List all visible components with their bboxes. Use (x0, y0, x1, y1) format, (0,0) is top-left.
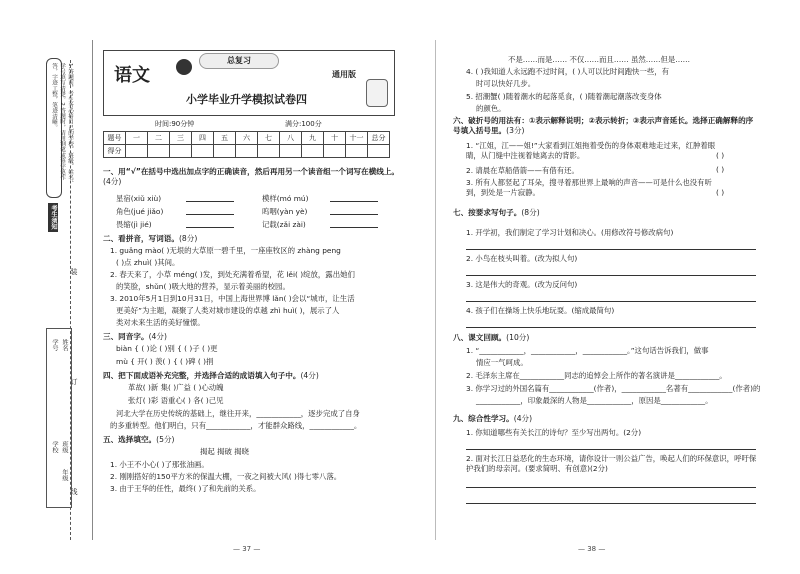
s1-item: 呜咽(yàn yè) (262, 207, 308, 216)
answer-blank[interactable] (330, 206, 378, 215)
score-header-cell: 八 (280, 132, 302, 145)
s2-line: 1. guǎng mào( )无垠的大草原一碧千里，一座座牧区的 zhàng peng (110, 246, 341, 255)
answer-line[interactable] (466, 441, 756, 450)
field-class: 班级 (61, 441, 68, 454)
score-header-cell: 九 (302, 132, 324, 145)
s2-line: ( )点 zhuì( )其间。 (116, 258, 180, 267)
s8-line: 2. 毛泽东主席在____________同志的追悼会上所作的著名演讲是____________。 (466, 371, 727, 380)
s4-line: 革故( )新 集( )广益 ( )心动魄 (128, 383, 224, 392)
answer-paren[interactable]: ( ) (716, 188, 725, 197)
s7-line: 3. 这是伟大的奇观。(改为反问句) (466, 280, 578, 289)
score-header-cell: 四 (192, 132, 214, 145)
section-3-heading: 三、同音字。 (103, 332, 149, 341)
score-cell[interactable] (324, 145, 346, 158)
exam-title: 小学毕业升学模拟试卷四 (186, 93, 307, 106)
s3-line: mù { 开( ) 羡( ) { ( )碑 ( )捐 (116, 357, 214, 366)
section-1-points: (4分) (103, 177, 122, 186)
s5-line: 3. 由于王华的任性，最终( )了和先前的关系。 (110, 484, 261, 493)
notice-label: 考生须知 (50, 205, 57, 230)
cut-mark: 装 (70, 268, 78, 275)
score-table-row (104, 145, 390, 158)
section-4-points: (4分) (300, 371, 319, 380)
answer-paren[interactable]: ( ) (716, 165, 725, 174)
section-9-points: (4分) (513, 414, 533, 423)
page-divider (435, 40, 436, 540)
section-8-points: (10分) (506, 333, 530, 342)
score-table-header (104, 132, 390, 145)
s1-item: 角色(jué jiǎo) (116, 207, 164, 216)
cut-line (70, 60, 71, 540)
section-3-title (103, 331, 167, 342)
s4-line: 河北大学在历史传统的基础上，继往开来，____________，逐步完成了自身 (116, 409, 360, 418)
section-2-points: (8分) (178, 234, 198, 243)
section-6-points: (3分) (506, 126, 525, 135)
cut-mark: 订 (70, 378, 78, 385)
s2-line: 的笑脸，shǔn( )吸大地的营养，显示着美丽的校园。 (116, 282, 290, 291)
field-number: 学号 (51, 339, 58, 352)
edition-label: 通用版 (332, 70, 356, 79)
s5-cont-line: 4. ( )我知道人永远跑不过时间，( )人可以比时间跑快一些，有 (466, 67, 670, 76)
score-header-cell: 七 (258, 132, 280, 145)
s7-line: 2. 小鸟在枝头叫着。(改为拟人句) (466, 254, 578, 263)
score-cell[interactable] (302, 145, 324, 158)
s5-line: 2. 刚刚搭好的150平方米的保温大棚，一夜之间被大风( )得七零八落。 (110, 472, 342, 481)
score-header-cell: 二 (148, 132, 170, 145)
section-9-heading: 九、综合性学习。 (453, 414, 514, 423)
section-3-points: (4分) (148, 332, 167, 341)
s5-cont-line: 5. 招潮蟹( )随着潮水的起落觅食，( )随着潮起潮落改变身体 (466, 92, 662, 101)
s6-line: 2. 请晨在草船借箭——有借有还。 (466, 166, 579, 175)
section-4-title (103, 370, 319, 381)
page-number-right: — 38 — (578, 545, 606, 553)
section-6-heading: 六、破折号的用法有：①表示解释说明；②表示转折；③表示声音延长。选择正确解释的序号填入括号里。 (453, 116, 754, 135)
s9-line: 2. 面对长江日益恶化的生态环境，请你设计一则公益广告，唤起人们的环保意识，呼吁保护我们的母亲河。(要求简明、有创意)(2分) (466, 454, 757, 473)
score-cell[interactable] (148, 145, 170, 158)
notice-box (46, 58, 73, 198)
score-header-cell: 一 (126, 132, 148, 145)
answer-blank[interactable] (186, 219, 234, 228)
section-7-points: (8分) (521, 208, 540, 217)
score-header-cell: 题号 (104, 132, 126, 145)
answer-blank[interactable] (330, 219, 378, 228)
score-header-cell: 六 (236, 132, 258, 145)
score-cell[interactable] (280, 145, 302, 158)
answer-line[interactable] (466, 319, 756, 328)
answer-line[interactable] (466, 479, 756, 488)
section-8-heading: 八、课文回顾。 (453, 333, 507, 342)
answer-line[interactable] (466, 293, 756, 302)
section-8-title (453, 332, 529, 343)
score-cell[interactable] (346, 145, 368, 158)
s1-item: 星宿(xiǔ xiù) (116, 194, 162, 203)
page-number-left: — 37 — (233, 545, 261, 553)
section-1-heading: 一、用“√”在括号中选出加点字的正确读音，然后再用另一个读音组一个词写在横线上。 (103, 167, 400, 176)
s6-line: 1. “江姐，江——姐!”大家看到江姐拖着受伤的身体艰难地走过来，红肿着眼睛，从门缝中注视着她离去的背影。 (466, 141, 716, 160)
s1-item: 模样(mó mú) (262, 194, 309, 203)
s6-line: 3. 所有人都竖起了耳朵，搜寻着那世界上最响的声音——可是什么也没有听到，到处是一片寂静。 (466, 178, 712, 197)
score-header-cell: 十 (324, 132, 346, 145)
s3-line: biàn { ( )论 ( )别 { ( )子 ( )更 (116, 344, 218, 353)
answer-blank[interactable] (186, 206, 234, 215)
answer-line[interactable] (466, 495, 756, 504)
score-cell[interactable] (126, 145, 148, 158)
section-1-title (103, 167, 403, 187)
score-header-cell: 五 (214, 132, 236, 145)
section-2-title (103, 233, 197, 244)
s4-line: 的多重转型。他们明白，只有____________，才能群众路线，____________。 (110, 421, 362, 430)
score-header-cell: 三 (170, 132, 192, 145)
answer-line[interactable] (466, 241, 756, 250)
s8-line: 3. 你学习过的外国名篇有____________(作者)，____________名著有____________(作者)的 (466, 384, 761, 393)
s5-cont-line: 时可以快好几步。 (476, 79, 536, 88)
score-cell[interactable] (214, 145, 236, 158)
s4-line: 张灯( )彩 语重心( ) 各( )己见 (128, 396, 224, 405)
s5-cont-line: 的颜色。 (476, 104, 506, 113)
binding-strip (40, 28, 88, 558)
s1-item: 记载(zǎi zài) (262, 220, 306, 229)
s2-line: 更美好”为主题，凝聚了人类对城市建设的卓越 zhì huì( )，展示了人 (116, 306, 340, 315)
s9-line: 1. 你知道哪些有关长江的诗句？至少写出两句。(2分) (466, 428, 642, 437)
score-row-label: 得分 (104, 145, 126, 158)
s7-line: 4. 孩子们在操场上快乐地玩耍。(缩成最简句) (466, 306, 615, 315)
answer-blank[interactable] (330, 193, 378, 202)
binding-note: 1.答题前，考生务必将自己的学校、班级、姓名、学号填写清楚。2.答题时，请用钢笔或签字笔作答，字迹工整，笔迹清晰。 (51, 63, 73, 186)
score-cell[interactable] (236, 145, 258, 158)
title-box (103, 50, 395, 116)
s2-line: 类对未来生活的美好憧憬。 (116, 318, 205, 327)
section-2-heading: 二、看拼音，写词语。 (103, 234, 179, 243)
student-info-box (46, 328, 72, 508)
section-4-heading: 四、把下面成语补充完整，并选择合适的成语填入句子中。 (103, 371, 301, 380)
section-7-title (453, 207, 540, 218)
s8-line: 情应一气呵成。 (476, 358, 528, 367)
s8-line: 1. “____________，____________，____________。”这句话告诉我们，做事 (466, 346, 709, 355)
section-9-title (453, 413, 532, 424)
score-header-cell: 十一 (346, 132, 368, 145)
field-school: 学校 (51, 441, 58, 454)
s5-options: 揭起 揭破 揭晓 (200, 447, 250, 456)
score-table (103, 131, 390, 158)
margin-line (92, 40, 93, 540)
section-7-heading: 七、按要求写句子。 (453, 208, 522, 217)
subject-title: 语文 (114, 65, 150, 86)
review-banner: 总复习 (199, 53, 279, 69)
field-name: 姓名 (61, 339, 68, 352)
score-cell[interactable] (192, 145, 214, 158)
s2-line: 2. 春天来了，小草 méng( )发，到处充满着希望，花 lěi( )绽放，露出她们 (110, 270, 355, 279)
section-5-heading: 五、选择填空。 (103, 435, 157, 444)
answer-paren[interactable]: ( ) (716, 151, 725, 160)
character-icon (366, 79, 388, 107)
cut-mark: 线 (70, 488, 78, 495)
section-5-title (103, 434, 175, 445)
bee-icon (176, 59, 192, 75)
field-grade: 年级 (61, 469, 68, 482)
s7-line: 1. 开学初，我们制定了学习计划和决心。(用修改符号修改病句) (466, 228, 674, 237)
s1-item: 畏缩(jì jié) (116, 220, 152, 229)
s5-line: 1. 小王不小心( )了那张油画。 (110, 460, 209, 469)
score-header-cell: 总分 (368, 132, 390, 145)
connector-options: 不是……而是…… 不仅……而且…… 虽然……但是…… (508, 55, 691, 64)
score-cell[interactable] (368, 145, 390, 158)
section-6-title (453, 116, 758, 136)
s8-line: ____________，印象最深的人物是____________，原因是____________。 (476, 396, 713, 405)
score-cell[interactable] (258, 145, 280, 158)
answer-line[interactable] (466, 267, 756, 276)
s2-line: 3. 2010年5月1日到10月31日，中国上海世界博 lǎn( )会以“城市，让生活 (110, 294, 355, 303)
answer-blank[interactable] (186, 193, 234, 202)
section-5-points: (5分) (156, 435, 175, 444)
score-cell[interactable] (170, 145, 192, 158)
time-limit: 时间:90分钟 (155, 120, 195, 128)
full-score: 满分:100分 (285, 120, 322, 128)
